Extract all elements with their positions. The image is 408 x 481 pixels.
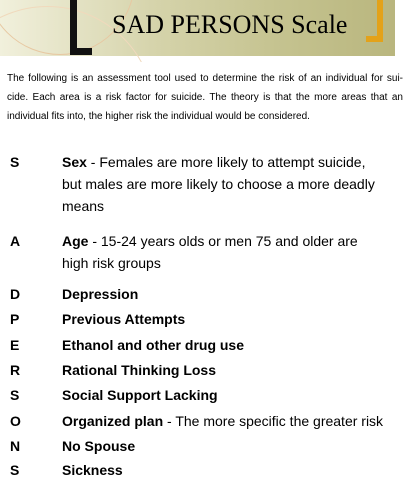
intro-line: individual fits into, the higher risk the individual would be considered. — [7, 111, 310, 122]
item-content — [62, 384, 404, 406]
item-description: - Females are more likely to attempt suicide, — [86, 154, 366, 170]
item-term: No Spouse — [62, 438, 136, 454]
item-line — [62, 410, 404, 432]
item-line — [62, 334, 404, 356]
item-term: Rational Thinking Loss — [62, 362, 217, 378]
item-line: means — [62, 198, 105, 214]
item-line — [62, 435, 404, 457]
item-content — [62, 410, 404, 432]
item-term: Ethanol and other drug use — [62, 337, 245, 353]
item-line — [62, 151, 404, 173]
item-term: Sex — [62, 154, 87, 170]
item-content — [62, 459, 404, 481]
item-term: Sickness — [62, 462, 123, 478]
item-letter: D — [10, 286, 21, 302]
item-line — [62, 459, 404, 481]
item-letter: R — [10, 362, 21, 378]
header-banner — [0, 0, 408, 62]
item-line: but males are more likely to choose a more deadly — [62, 176, 375, 192]
item-term: Previous Attempts — [62, 311, 186, 327]
left-bracket — [70, 0, 77, 54]
item-letter: O — [10, 413, 21, 429]
intro-paragraph — [7, 69, 403, 126]
item-line — [62, 283, 404, 305]
item-content — [62, 230, 404, 274]
item-description: - The more specific the greater risk — [163, 413, 384, 429]
page-title: SAD PERSONS Scale — [112, 10, 348, 39]
item-description: - 15-24 years olds or men 75 and older are — [88, 233, 358, 249]
item-letter: P — [10, 311, 20, 327]
item-content — [62, 308, 404, 330]
item-letter: S — [10, 462, 20, 478]
item-term: Organized plan — [62, 413, 164, 429]
item-term: Age — [62, 233, 89, 249]
item-letter: A — [10, 233, 21, 249]
item-content — [62, 334, 404, 356]
item-letter: S — [10, 387, 20, 403]
item-line — [62, 230, 404, 252]
item-letter: N — [10, 438, 21, 454]
item-term: Social Support Lacking — [62, 387, 218, 403]
intro-line: cide. Each area is a risk factor for suicide. The theory is that the more areas that an — [7, 92, 403, 103]
item-content — [62, 151, 404, 217]
intro-line: The following is an assessment tool used to determine the risk of an individual for sui- — [7, 73, 403, 84]
item-term: Depression — [62, 286, 139, 302]
item-content — [62, 283, 404, 305]
item-content — [62, 359, 404, 381]
item-letter: E — [10, 337, 20, 353]
item-line — [62, 308, 404, 330]
left-bracket-foot — [70, 48, 92, 55]
item-line — [62, 384, 404, 406]
item-line — [62, 359, 404, 381]
item-content — [62, 435, 404, 457]
item-letter: S — [10, 154, 20, 170]
item-line: high risk groups — [62, 255, 161, 271]
right-bracket-foot — [366, 36, 383, 42]
